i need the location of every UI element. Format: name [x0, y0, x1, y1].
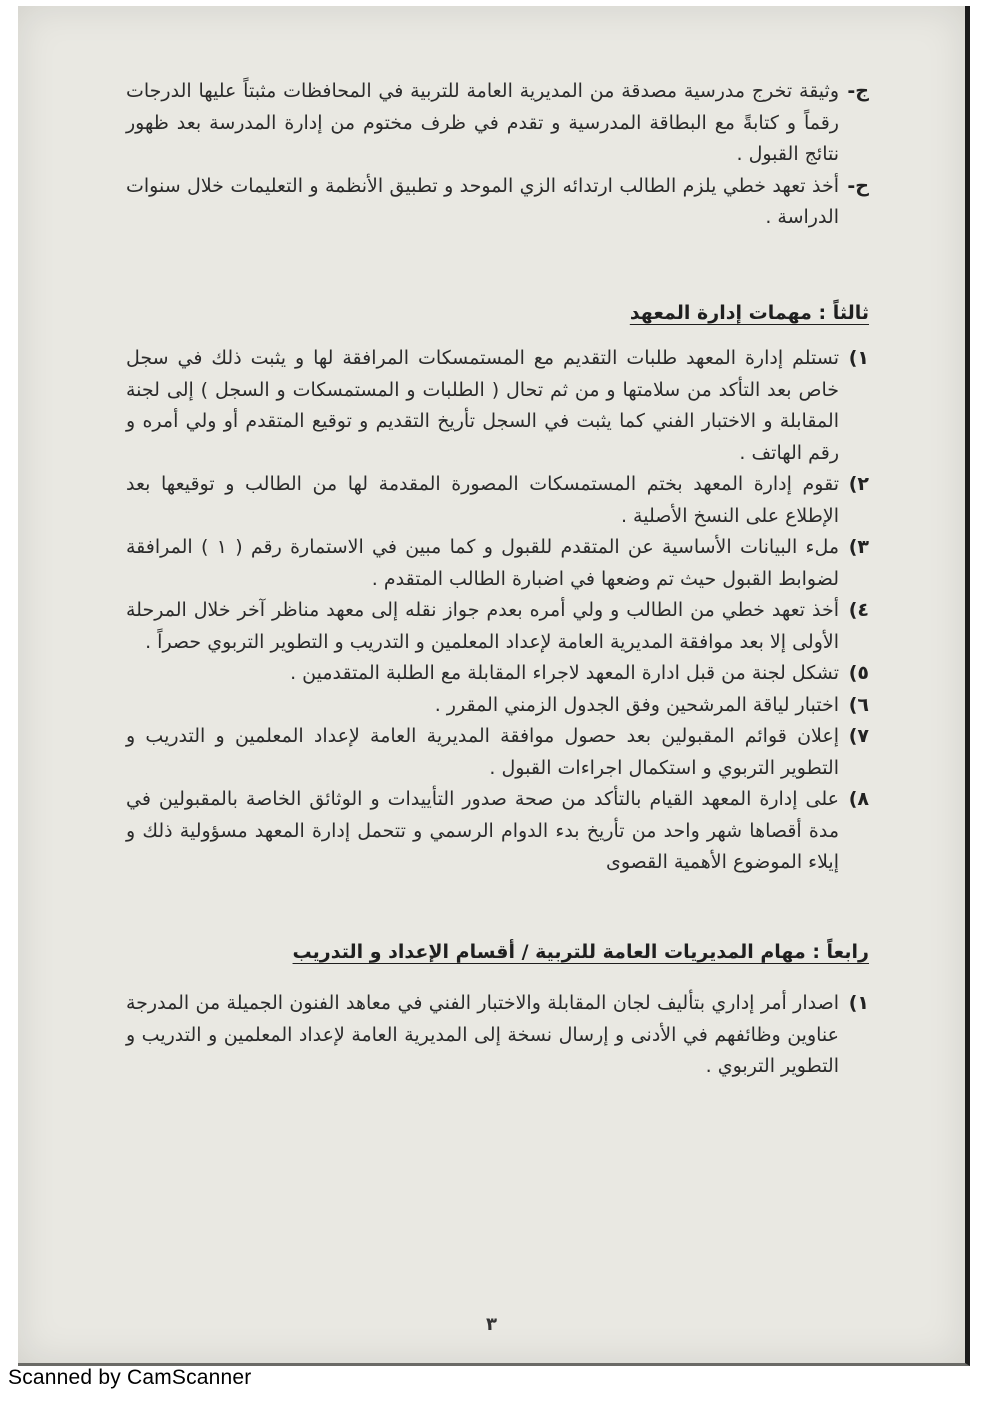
list-marker: ٢) [848, 473, 869, 495]
list-item-text: تشكل لجنة من قبل ادارة المعهد لاجراء المقابلة مع الطلبة المتقدمين . [290, 662, 839, 684]
list-marker: ج- [847, 80, 869, 102]
list-marker: ٥) [848, 662, 869, 684]
list-item [126, 76, 869, 171]
list-item-text: ملء البيانات الأساسية عن المتقدم للقبول و كما مبين في الاستمارة رقم ( ١ ) المرافقة لضوابط القبول حيث تم وضعها في اضبارة الطالب المتقدم . [126, 536, 840, 590]
list-marker: ٨) [848, 788, 869, 810]
page-number: ٣ [486, 1314, 497, 1335]
list-item-text: إعلان قوائم المقبولين بعد حصول موافقة المديرية العامة لإعداد المعلمين و التدريب و التطوير التربوي و استكمال اجراءات القبول . [126, 725, 839, 779]
document-body [126, 76, 869, 1083]
list-item [126, 784, 869, 879]
list-marker: ٣) [848, 536, 869, 558]
list-item [126, 532, 869, 595]
list-marker: ١) [848, 347, 869, 369]
list-item-text: تستلم إدارة المعهد طلبات التقديم مع المستمسكات المرافقة لها و يثبت ذلك في سجل خاص بعد التأكد من سلامتها و من ثم تحال ( الطلبات و المستمسكات و السجل ) إلى لجنة المقابلة و الاختبار الفني كما يثبت في السجل تأريخ التقديم و توقيع المتقدم أو ولي أمره و رقم الهاتف . [126, 347, 839, 464]
list-marker: ١) [848, 992, 869, 1014]
section-heading-institute-tasks: ثالثاً : مهمات إدارة المعهد [629, 301, 869, 324]
list-item-text: أخذ تعهد خطي يلزم الطالب ارتدائه الزي الموحد و تطبيق الأنظمة و التعليمات خلال سنوات الدراسة . [126, 174, 839, 228]
camscanner-watermark: Scanned by CamScanner [8, 1366, 252, 1389]
list-marker: ٦) [848, 693, 869, 716]
list-item [126, 988, 869, 1083]
list-marker: ح- [847, 174, 869, 197]
list-item-text: اختبار لياقة المرشحين وفق الجدول الزمني المقرر . [434, 693, 839, 716]
list-item [126, 595, 869, 658]
list-item [126, 469, 869, 532]
list-item [126, 690, 869, 722]
list-item [126, 343, 869, 469]
list-item-text: اصدار أمر إداري بتأليف لجان المقابلة والاختبار الفني في معاهد الفنون الجميلة من المدرجة عناوين وظائفهم في الأدنى و إرسال نسخة إلى المديرية العامة لإعداد المعلمين و التدريب و التطوير التربوي . [126, 992, 839, 1077]
list-item-text: أخذ تعهد خطي من الطالب و ولي أمره بعدم جواز نقله إلى معهد مناظر آخر خلال المرحلة الأولى إلا بعد موافقة المديرية العامة لإعداد المعلمين و التدريب و التطوير التربوي حصراً . [126, 599, 839, 653]
list-item-text: تقوم إدارة المعهد بختم المستمسكات المصورة المقدمة لها من الطالب و توقيعها بعد الإطلاع على النسخ الأصلية . [126, 473, 839, 527]
list-item-text: على إدارة المعهد القيام بالتأكد من صحة صدور التأييدات و الوثائق الخاصة بالمقبولين في مدة أقصاها شهر واحد من تأريخ بدء الدوام الرسمي و تتحمل إدارة المعهد مسؤولية ذلك و إيلاء الموضوع الأهمية القصوى [126, 788, 839, 873]
list-item-text: وثيقة تخرج مدرسية مصدقة من المديرية العامة للتربية في المحافظات مثبتاً عليها الدرجات رقماً و كتابةً مع البطاقة المدرسية و تقدم في ظرف مختوم من إدارة المدرسة بعد ظهور نتائج القبول . [126, 80, 839, 165]
list-item [126, 171, 869, 234]
list-item [126, 658, 869, 690]
scanned-page [18, 6, 970, 1366]
list-item [126, 721, 869, 784]
list-marker: ٧) [848, 725, 869, 747]
list-marker: ٤) [848, 599, 869, 621]
section-heading-directorates-tasks: رابعاً : مهام المديريات العامة للتربية / أقسام الإعداد و التدريب [292, 940, 869, 963]
